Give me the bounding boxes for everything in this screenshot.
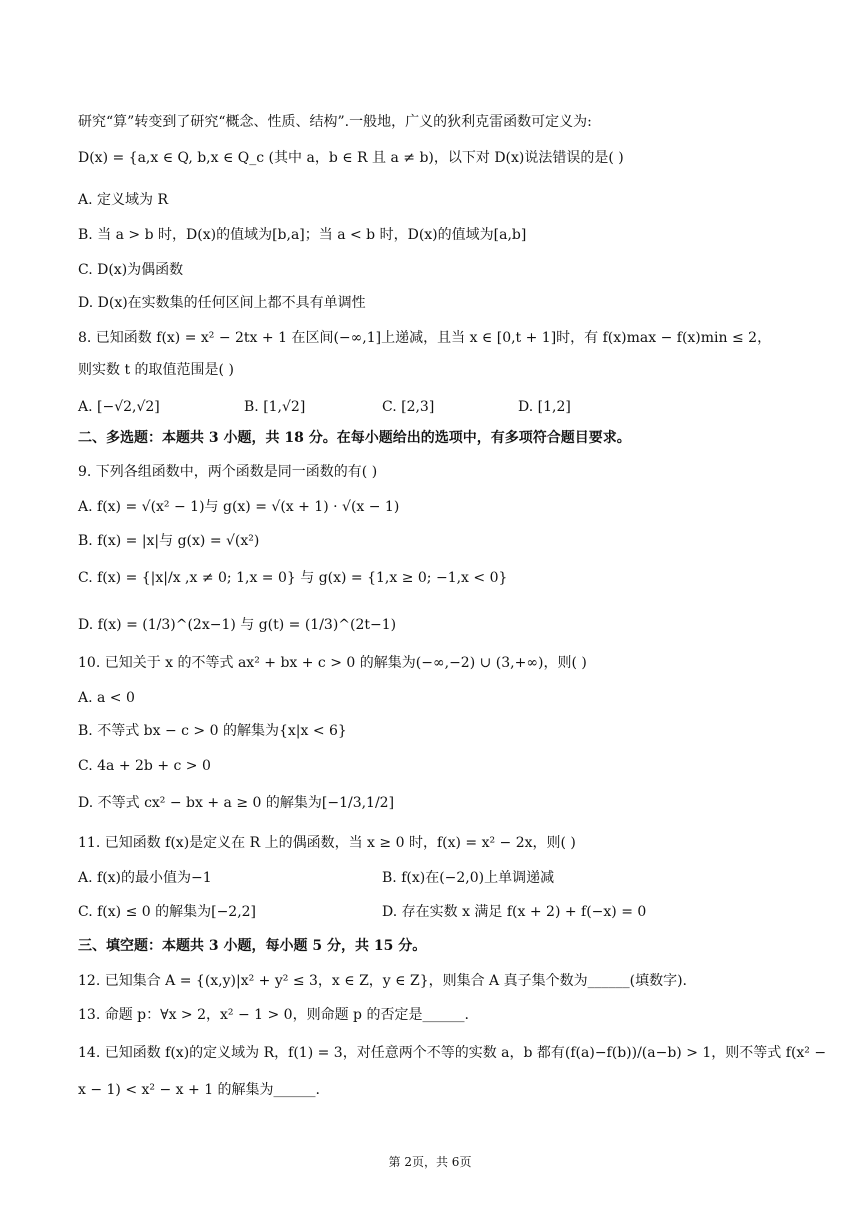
q8-option-a: A. [−√2,√2] (78, 399, 160, 415)
q9-option-d: D. f(x) = (1/3)^(2x−1) 与 g(t) = (1/3)^(2t−1) (78, 617, 397, 633)
q10-stem: 10. 已知关于 x 的不等式 ax² + bx + c > 0 的解集为(−∞,−2) ∪ (3,+∞)，则( ) (78, 655, 587, 671)
q10-option-a: A. a < 0 (78, 690, 135, 706)
q10-option-d: D. 不等式 cx² − bx + a ≥ 0 的解集为[−1/3,1/2] (78, 795, 395, 811)
q7-option-c: C. D(x)为偶函数 (78, 262, 184, 278)
intro-text: 研究“算”转变到了研究“概念、性质、结构”.一般地，广义的狄利克雷函数可定义为: (78, 114, 592, 130)
q8-option-d: D. [1,2] (518, 399, 571, 415)
q8-stem-cont: 则实数 t 的取值范围是( ) (78, 362, 234, 378)
q14-stem: 14. 已知函数 f(x)的定义域为 R，f(1) = 3，对任意两个不等的实数 a，b 都有(f(a)−f(b))/(a−b) > 1，则不等式 f(x² − (78, 1045, 827, 1061)
q9-option-a: A. f(x) = √(x² − 1)与 g(x) = √(x + 1) · √(x − 1) (78, 499, 400, 515)
q10-option-b: B. 不等式 bx − c > 0 的解集为{x|x < 6} (78, 723, 347, 739)
section-2-heading: 二、多选题：本题共 3 小题，共 18 分。在每小题给出的选项中，有多项符合题目要求。 (78, 430, 631, 446)
q8-stem: 8. 已知函数 f(x) = x² − 2tx + 1 在区间(−∞,1]上递减，且当 x ∈ [0,t + 1]时，有 f(x)max − f(x)min ≤ 2， (78, 330, 772, 346)
q11-stem: 11. 已知函数 f(x)是定义在 R 上的偶函数，当 x ≥ 0 时，f(x) = x² − 2x，则( ) (78, 835, 576, 851)
q11-option-a: A. f(x)的最小值为−1 (78, 870, 212, 886)
q7-option-d: D. D(x)在实数集的任何区间上都不具有单调性 (78, 295, 366, 311)
q8-option-c: C. [2,3] (382, 399, 435, 415)
q11-option-b: B. f(x)在(−2,0)上单调递减 (382, 870, 555, 886)
q11-option-c: C. f(x) ≤ 0 的解集为[−2,2] (78, 904, 257, 920)
page-footer: 第 2页，共 6页 (388, 1155, 472, 1169)
q12-stem: 12. 已知集合 A = {(x,y)|x² + y² ≤ 3，x ∈ Z，y ∈ Z}，则集合 A 真子集个数为______(填数字). (78, 973, 687, 989)
section-3-heading: 三、填空题：本题共 3 小题，每小题 5 分，共 15 分。 (78, 938, 427, 954)
q9-option-c: C. f(x) = {|x|/x ,x ≠ 0; 1,x = 0} 与 g(x) = {1,x ≥ 0; −1,x < 0} (78, 570, 508, 586)
q9-option-b: B. f(x) = |x|与 g(x) = √(x²) (78, 533, 260, 549)
q10-option-c: C. 4a + 2b + c > 0 (78, 758, 211, 774)
q7-option-b: B. 当 a > b 时，D(x)的值域为[b,a]；当 a < b 时，D(x)的值域为[a,b] (78, 227, 527, 243)
q11-option-d: D. 存在实数 x 满足 f(x + 2) + f(−x) = 0 (382, 904, 647, 920)
q9-stem: 9. 下列各组函数中，两个函数是同一函数的有( ) (78, 464, 378, 480)
q14-stem-cont: x − 1) < x² − x + 1 的解集为______. (78, 1082, 320, 1098)
q13-stem: 13. 命题 p：∀x > 2，x² − 1 > 0，则命题 p 的否定是______. (78, 1007, 469, 1023)
q8-option-b: B. [1,√2] (244, 399, 306, 415)
dirichlet-definition: D(x) = {a,x ∈ Q, b,x ∈ Q_c (其中 a，b ∈ R 且 a ≠ b)，以下对 D(x)说法错误的是( ) (78, 150, 624, 166)
q7-option-a: A. 定义域为 R (78, 192, 169, 208)
